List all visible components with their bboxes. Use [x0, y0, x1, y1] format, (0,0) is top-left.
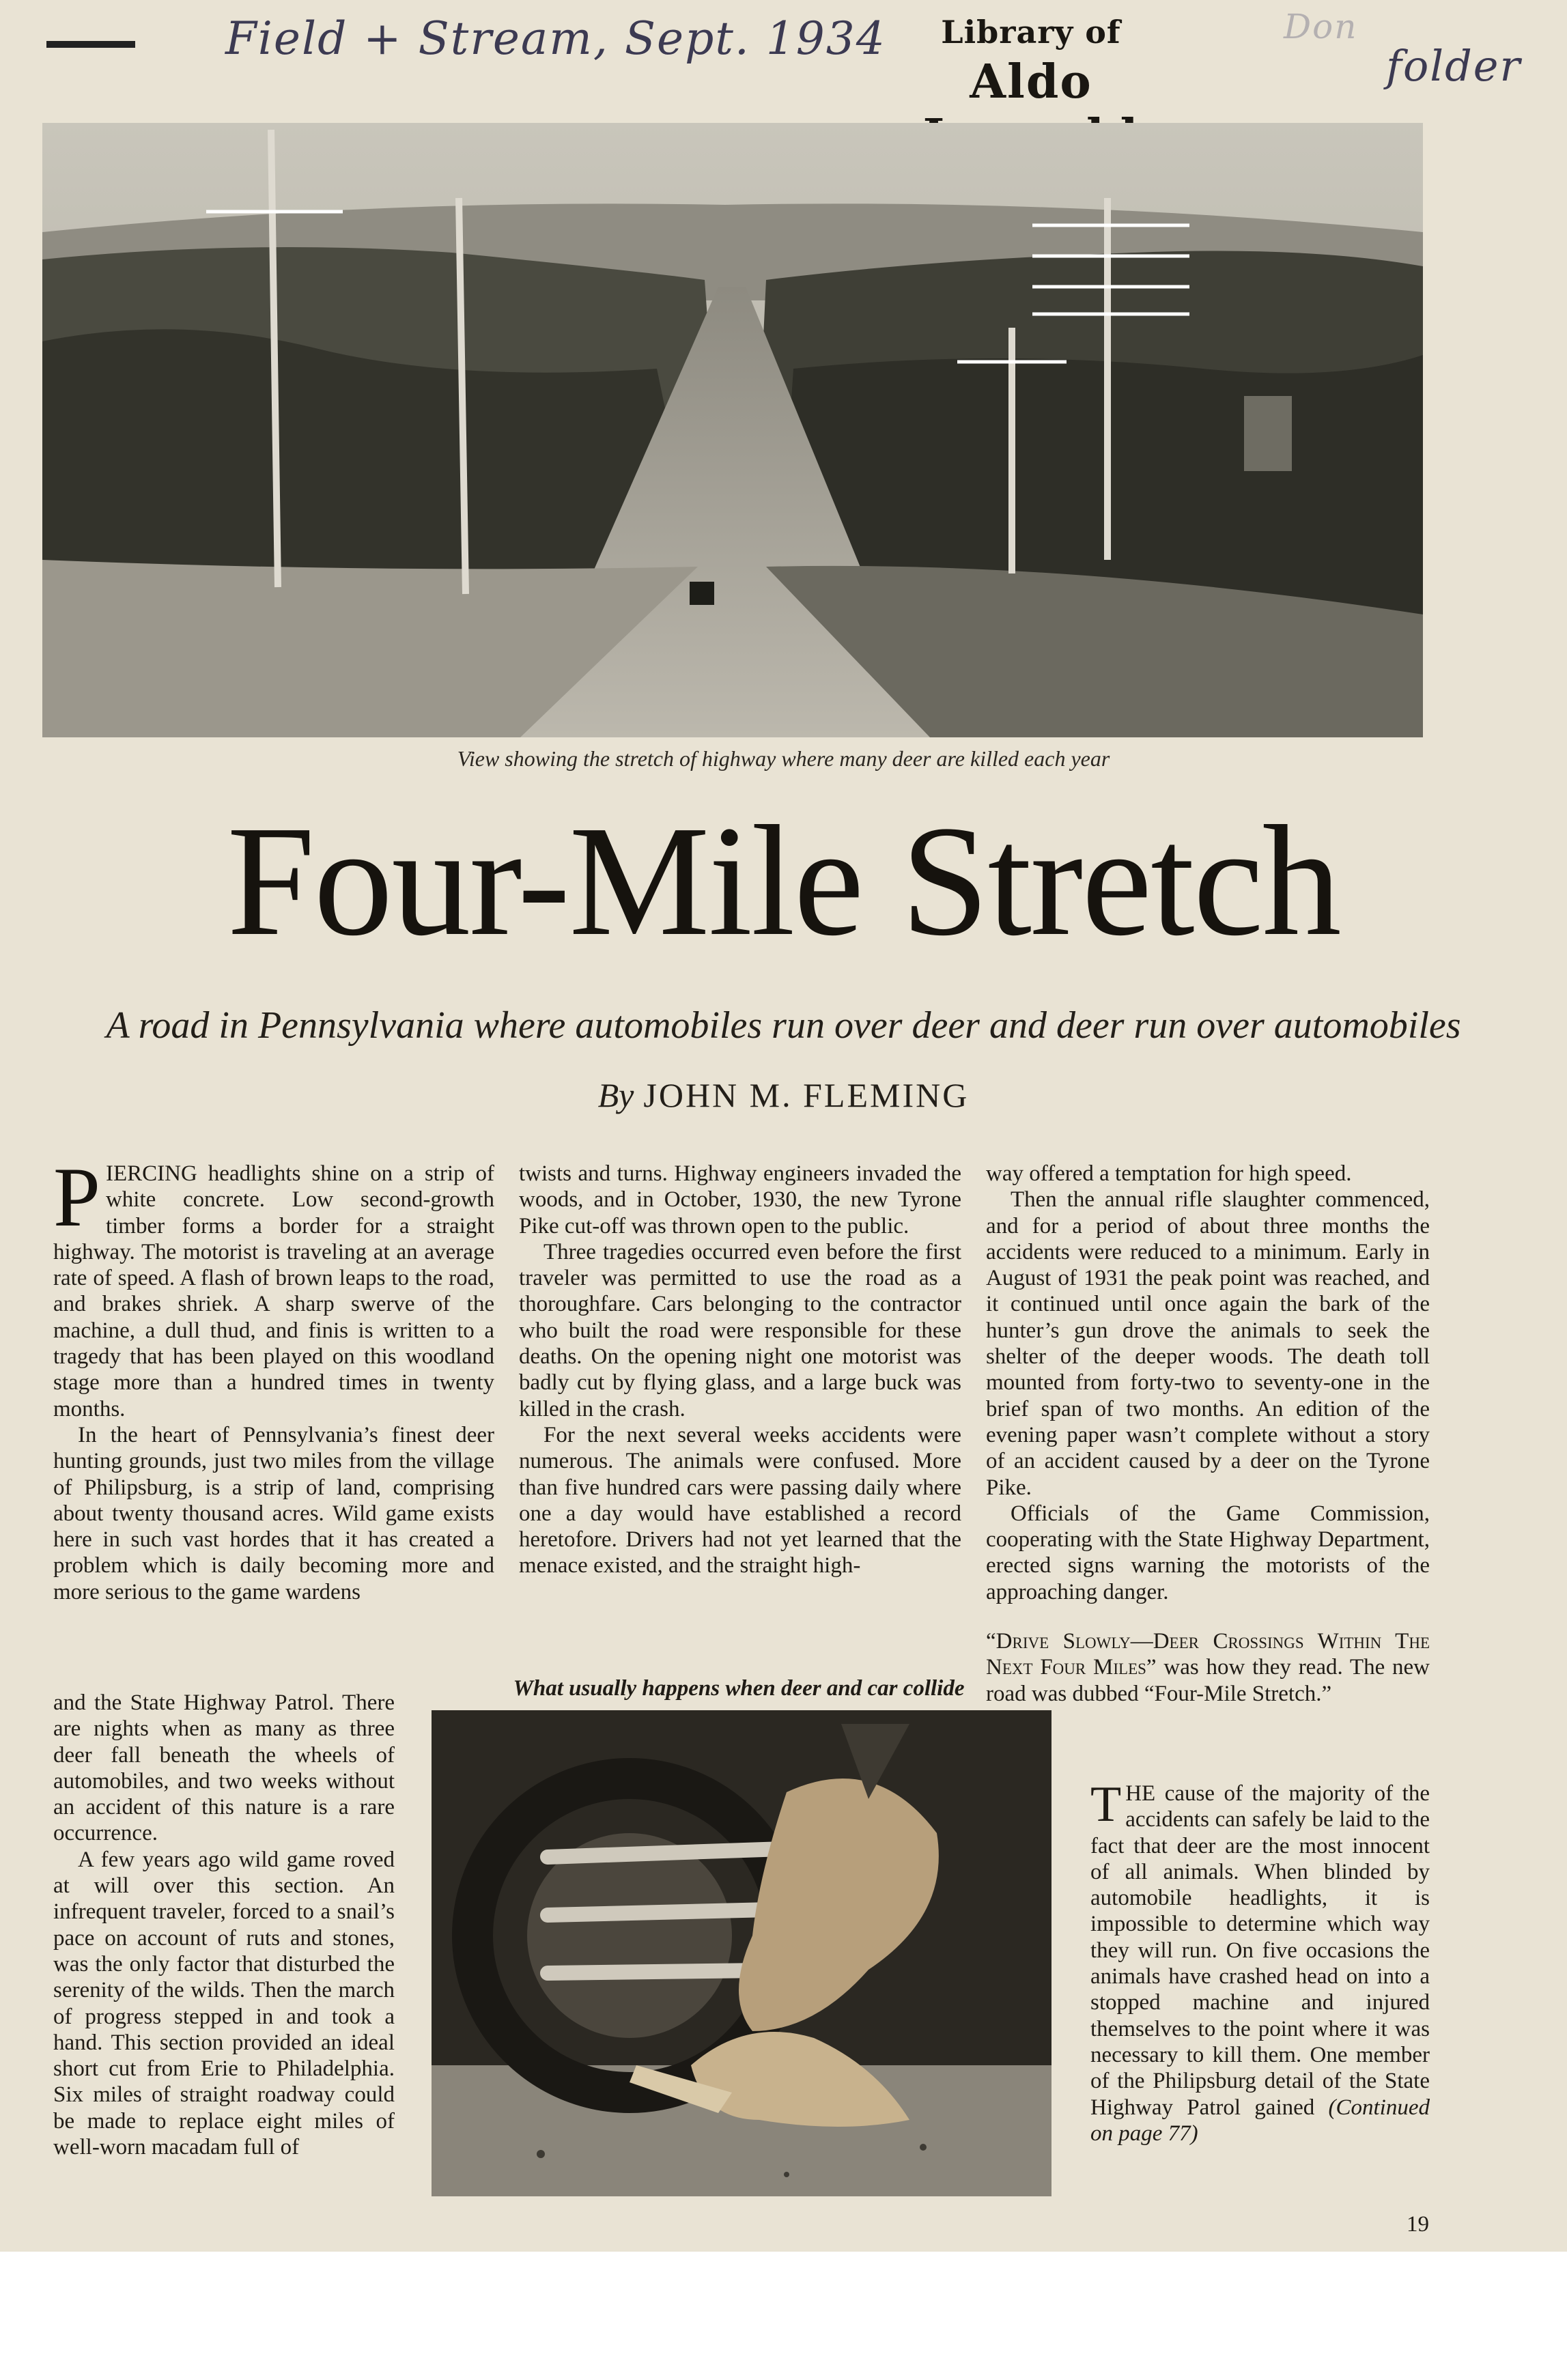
paragraph-1-text: IERCING headlights shine on a strip of white concrete. Low second-growth timber forms a border for a straight highway. The motorist is traveling at an average rate of speed. A flash of brown leaps to the road, and brakes shriek. A sharp swerve of the machine, a dull thud, and finis is written to a tragedy that has been played on this woodland stage more than a hundred times in twenty months.	[53, 1161, 494, 1421]
paragraph-7: way offered a temptation for high speed.	[986, 1161, 1352, 1186]
byline-prefix: By	[597, 1076, 634, 1114]
paragraph-8: Then the annual rifle slaughter commenced, and for a period of about three months the accidents were reduced to a minimum. Early in August of 1931 the peak point was reached, and it continued until once again the bark of the hunter’s gun drove the animals to seek the shelter of the deeper woods. The death toll mounted from forty-two to seventy-one in the brief span of two months. An edition of the evening paper wasn’t complete without a story of an accident caused by a deer on the Tyrone Pike.	[986, 1187, 1430, 1500]
deer-car-photo-icon	[432, 1710, 1051, 2196]
page-number: 19	[1407, 2212, 1429, 2237]
paragraph-2-continued: and the State Highway Patrol. There are nights when as many as three deer fall beneath the wheels of automobiles, and two weeks without an accident of this nature is a rare occurrence.	[53, 1690, 395, 1846]
deer-car-photo	[432, 1710, 1051, 2196]
paragraph-4: twists and turns. Highway engineers invaded the woods, and in October, 1930, the new Tyrone Pike cut-off was thrown open to the public.	[519, 1161, 961, 1238]
handwritten-folder-note: folder	[1386, 41, 1522, 91]
paragraph-1	[53, 1150, 494, 1422]
mid-photo-caption: What usually happens when deer and car collide	[513, 1676, 965, 1701]
column-1	[53, 1150, 494, 1605]
handwritten-source-note: Field + Stream, Sept. 1934	[225, 12, 886, 65]
paragraph-3: A few years ago wild game roved at will over this section. An infrequent traveler, forced to a snail’s pace on account of ruts and stones, was the only factor that disturbed the serenity of the wilds. Then the march of progress stepped in and took a hand. This section provided an ideal short cut from Erie to Philadelphia. Six miles of straight roadway could be made to replace eight miles of well-worn macadam full of	[53, 1847, 395, 2160]
drop-cap: P	[53, 1150, 100, 1244]
corner-mark	[46, 41, 135, 48]
byline	[0, 1075, 1567, 1115]
highway-photo	[42, 123, 1423, 737]
article-title: Four-Mile Stretch	[227, 793, 1340, 969]
paragraph-5: Three tragedies occurred even before the first traveler was permitted to use the road as a thoroughfare. Cars belonging to the contractor who built the road were responsible for these deaths. On the opening night one motorist was badly cut by flying glass, and a large buck was killed in the crash.	[519, 1239, 961, 1421]
author-name: JOHN M. FLEMING	[643, 1076, 970, 1114]
paragraph-10	[1090, 1776, 1430, 2147]
library-stamp-line2: Aldo	[970, 55, 1092, 109]
paragraph-2: In the heart of Pennsylvania’s finest deer hunting grounds, just two miles from the village of Philipsburg, is a strip of land, comprising about twenty thousand acres. Wild game exists here in such vast hordes that it has created a problem which is daily becoming more and more serious to the game wardens	[53, 1422, 494, 1604]
paragraph-9	[986, 1501, 1430, 1605]
top-photo-caption: View showing the stretch of highway where many deer are killed each year	[457, 746, 1110, 771]
sign-paragraph-end: was how they read. The new road was dubbed “Four-Mile Stretch.”	[986, 1655, 1430, 1706]
column-3-sign	[986, 1628, 1430, 1707]
drop-cap-2: T	[1090, 1776, 1122, 1832]
highway-photo-icon	[42, 123, 1423, 737]
warning-sign-text: “Drive Slowly—Deer Crossings Within The Next Four Miles”	[986, 1629, 1430, 1680]
column-3	[986, 1161, 1430, 1605]
paragraph-6: For the next several weeks accidents were numerous. The animals were confused. More than five hundred cars were passing daily where one a day would have established a record heretofore. Drivers had not yet learned that the menace existed, and the straight high-	[519, 1422, 961, 1578]
handwritten-faint-note: Don	[1284, 7, 1358, 46]
continued-note: (Continued on page 77)	[1090, 2095, 1430, 2146]
column-1-continued	[53, 1690, 395, 2160]
column-3-continued	[1090, 1776, 1430, 2147]
sign-paragraph	[986, 1628, 1430, 1707]
column-2	[519, 1161, 961, 1579]
article-subtitle: A road in Pennsylvania where automobiles run over deer and deer run over automobiles	[106, 1004, 1461, 1047]
paragraph-9-text: Officials of the Game Commission, cooperating with the State Highway Department, erected signs warning the motorists of the approaching danger.	[986, 1501, 1430, 1604]
library-stamp-line1: Library of	[941, 14, 1121, 51]
paragraph-10-text: HE cause of the majority of the accidents can safely be laid to the fact that deer are the most innocent of all animals. When blinded by automobile headlights, it is impossible to determine which way they will run. On five occasions the animals have crashed head on into a stopped machine and injured themselves to the point where it was necessary to kill them. One member of the Philipsburg detail of the State Highway Patrol gained	[1090, 1781, 1430, 2120]
